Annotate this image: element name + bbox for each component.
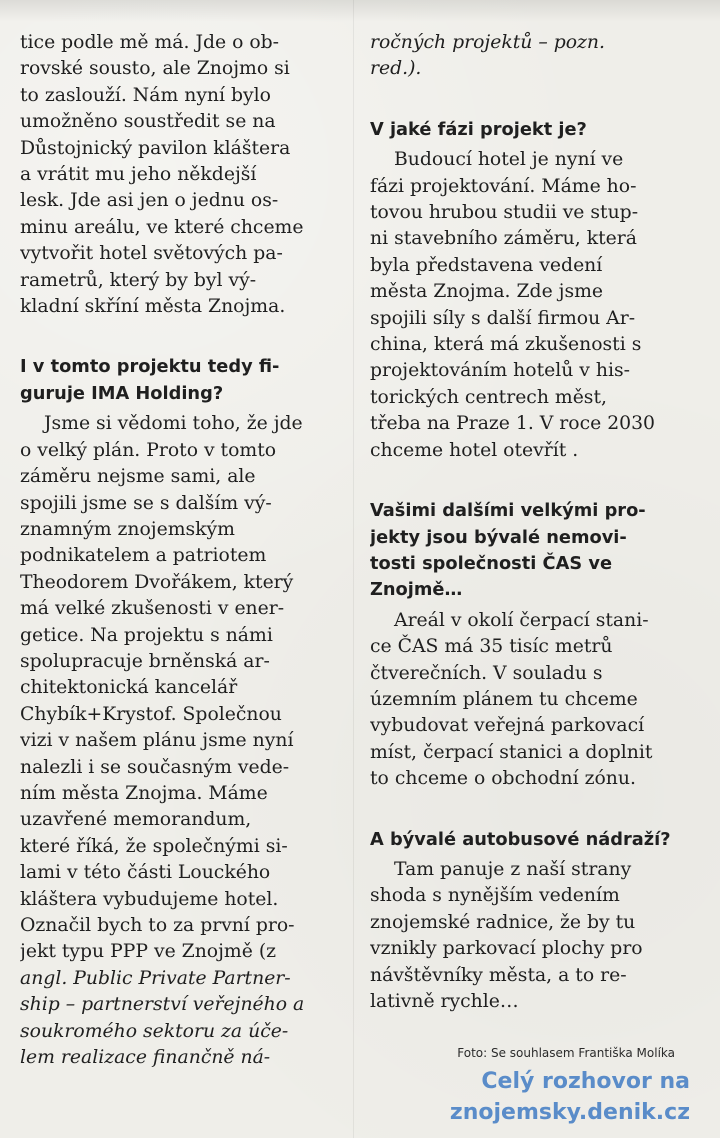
text-line: china, která má zkušenosti s	[370, 334, 642, 356]
text-line: fázi projektování. Máme ho-	[370, 175, 637, 197]
text-line: to chceme o obchodní zónu.	[370, 768, 636, 790]
text-line: vytvořit hotel světových pa-	[20, 243, 283, 265]
text-line: záměru nejsme sami, ale	[20, 466, 256, 488]
text-line: byla představena vedení	[370, 254, 603, 276]
text-line: podnikatelem a patriotem	[20, 545, 267, 567]
text-line: ním města Znojma. Máme	[20, 782, 268, 804]
text-line: Budoucí hotel je nyní ve	[394, 149, 624, 171]
paragraph-1	[20, 30, 342, 320]
text-line: umožněno soustředit se na	[20, 111, 276, 133]
text-line: red.).	[370, 58, 422, 80]
text-line: spolupracuje brněnská ar-	[20, 650, 270, 672]
text-line: tice podle mě má. Jde o ob-	[20, 32, 280, 53]
text-line: Jsme si vědomi toho, že jde	[44, 413, 303, 435]
heading-line: jekty jsou bývalé nemovi-	[370, 526, 627, 548]
text-line: míst, čerpací stanici a doplnit	[370, 741, 653, 763]
text-line: Označil bych to za první pro-	[20, 915, 295, 936]
text-line: chitektonická kancelář	[20, 677, 238, 699]
question-heading-1	[20, 354, 342, 407]
heading-line: Znojmě…	[370, 579, 463, 601]
text-line: lem realizace finančně ná-	[20, 1047, 271, 1069]
answer-paragraph-4	[370, 857, 700, 1015]
heading-line: Vašimi dalšími velkými pro-	[370, 500, 646, 522]
text-line: o velký plán. Proto v tomto	[20, 439, 277, 461]
question-heading-2	[370, 117, 700, 143]
heading-line: tosti společnosti ČAS ve	[370, 552, 613, 574]
text-line: getice. Na projektu s námi	[20, 624, 273, 646]
text-line: lami v této části Louckého	[20, 862, 271, 884]
text-line: tovou hrubou studii ve stup-	[370, 202, 639, 224]
text-line: minu areálu, ve které chceme	[20, 216, 304, 238]
heading-line: A bývalé autobusové nádraží?	[370, 828, 671, 850]
text-line: Theodorem Dvořákem, který	[20, 571, 294, 593]
italic-continuation	[370, 30, 700, 83]
text-line: třeba na Praze 1. V roce 2030	[370, 413, 655, 435]
text-line: vizi v našem plánu jsme nyní	[20, 730, 294, 752]
text-line: spojili jsme se s dalším vý-	[20, 492, 272, 514]
text-line: rovské sousto, ale Znojmo si	[20, 58, 290, 80]
website-promo	[450, 1066, 690, 1128]
text-line: lativně rychle…	[370, 991, 519, 1012]
text-line: uzavřené memorandum,	[20, 809, 252, 831]
photo-credit: Foto: Se souhlasem Františka Molíka	[457, 1046, 675, 1060]
text-line: čtverečních. V souladu s	[370, 662, 603, 684]
text-line: nalezli i se současným vede-	[20, 756, 290, 778]
text-line: vybudovat veřejná parkovací	[370, 715, 645, 737]
text-line: ni stavebního záměru, která	[370, 228, 637, 250]
right-column	[370, 30, 700, 1138]
text-line: znamným znojemským	[20, 518, 235, 540]
text-line: Areál v okolí čerpací stani-	[394, 609, 649, 631]
text-line: jekt typu PPP ve Znojmě (z	[20, 941, 277, 963]
text-line: územním plánem tu chceme	[370, 688, 638, 710]
text-line: znojemské radnice, že by tu	[370, 911, 636, 933]
promo-line: znojemsky.denik.cz	[449, 1100, 690, 1125]
text-line: Tam panuje z naší strany	[394, 858, 632, 880]
text-line: ce ČAS má 35 tisíc metrů	[370, 636, 613, 658]
answer-paragraph-3	[370, 608, 700, 793]
text-line: torických centrech měst,	[370, 386, 607, 408]
text-line: shoda s nynějším vedením	[370, 885, 620, 907]
text-line: návštěvníky města, a to re-	[370, 964, 627, 986]
left-column	[20, 30, 342, 1138]
text-line: to zaslouží. Nám nyní bylo	[20, 84, 271, 106]
text-line: které říká, že společnými si-	[20, 835, 288, 857]
text-line: chceme hotel otevřít .	[370, 439, 579, 461]
text-line: ročných projektů – pozn.	[370, 32, 605, 53]
text-line: angl. Public Private Partner-	[20, 967, 291, 989]
question-heading-3	[370, 498, 700, 604]
top-bleed-through	[0, 0, 720, 22]
text-line: a vrátit mu jeho někdejší	[20, 164, 257, 186]
question-heading-4	[370, 827, 700, 853]
text-line: lesk. Jde asi jen o jednu os-	[20, 190, 279, 212]
text-line: soukromého sektoru za úče-	[20, 1020, 289, 1042]
text-line: rametrů, který by byl vý-	[20, 269, 257, 291]
text-line: má velké zkušenosti v ener-	[20, 598, 285, 620]
text-line: projektováním hotelů v his-	[370, 360, 630, 382]
text-line: Důstojnický pavilon kláštera	[20, 137, 291, 159]
text-line: vznikly parkovací plochy pro	[370, 938, 643, 960]
text-line: Chybík+Krystof. Společnou	[20, 703, 282, 725]
answer-paragraph-2	[370, 147, 700, 464]
text-line: města Znojma. Zde jsme	[370, 281, 604, 303]
heading-line: V jaké fázi projekt je?	[370, 118, 587, 140]
text-line: kladní skříní města Znojma.	[20, 296, 286, 318]
answer-paragraph-1	[20, 411, 342, 1071]
heading-line: guruje IMA Holding?	[20, 382, 224, 404]
promo-line: Celý rozhovor na	[481, 1069, 690, 1094]
text-line: kláštera vybudujeme hotel.	[20, 888, 279, 910]
text-line: ship – partnerství veřejného a	[20, 994, 305, 1016]
text-line: spojili síly s další firmou Ar-	[370, 307, 636, 329]
heading-line: I v tomto projektu tedy fi-	[20, 356, 280, 378]
column-divider	[353, 0, 354, 1138]
